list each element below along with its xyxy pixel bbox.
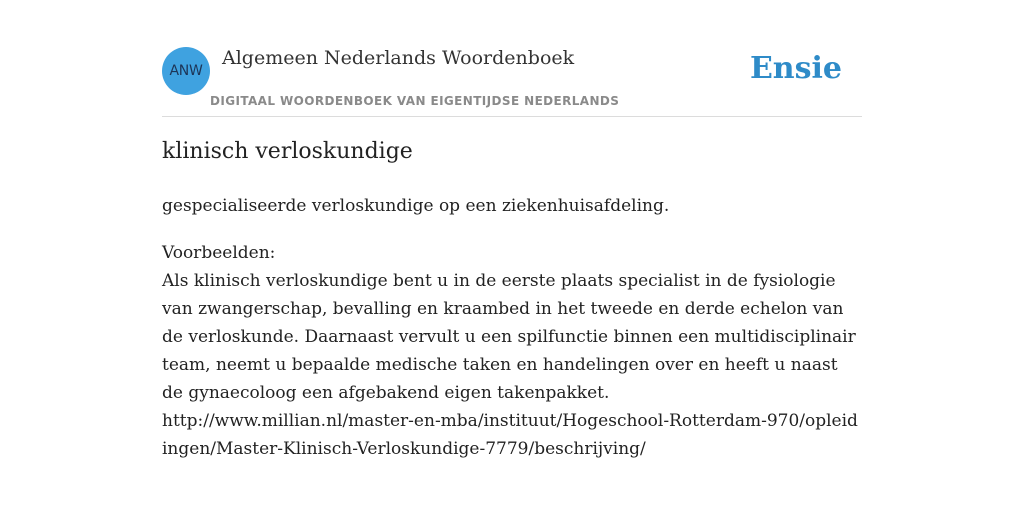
examples-label: Voorbeelden: <box>162 243 276 263</box>
example-source-url: http://www.millian.nl/master-en-mba/instituut/Hogeschool-Rotterdam-970/opleidingen/Master-Klinisch-Verloskundige-7779/beschrijving/ <box>162 411 858 459</box>
site-tagline: DIGITAAL WOORDENBOEK VAN EIGENTIJDSE NEDERLANDS <box>210 94 620 108</box>
site-header <box>162 46 862 117</box>
examples-section <box>162 239 862 463</box>
site-title[interactable]: Algemeen Nederlands Woordenboek <box>222 47 575 69</box>
entry-headword: klinisch verloskundige <box>162 139 413 164</box>
ensie-brand-link[interactable]: Ensie <box>749 51 842 86</box>
anw-logo[interactable]: ANW <box>162 47 210 95</box>
entry-definition: gespecialiseerde verloskundige op een ziekenhuisafdeling. <box>162 196 670 216</box>
example-text: Als klinisch verloskundige bent u in de eerste plaats specialist in de fysiologie van zwangerschap, bevalling en kraambed in het tweede en derde echelon van de verloskunde. Daarnaast vervult u een spilfunctie binnen een multidisciplinair team, neemt u bepaalde medische taken en handelingen over en heeft u naast de gynaecoloog een afgebakend eigen takenpakket. <box>162 271 856 403</box>
